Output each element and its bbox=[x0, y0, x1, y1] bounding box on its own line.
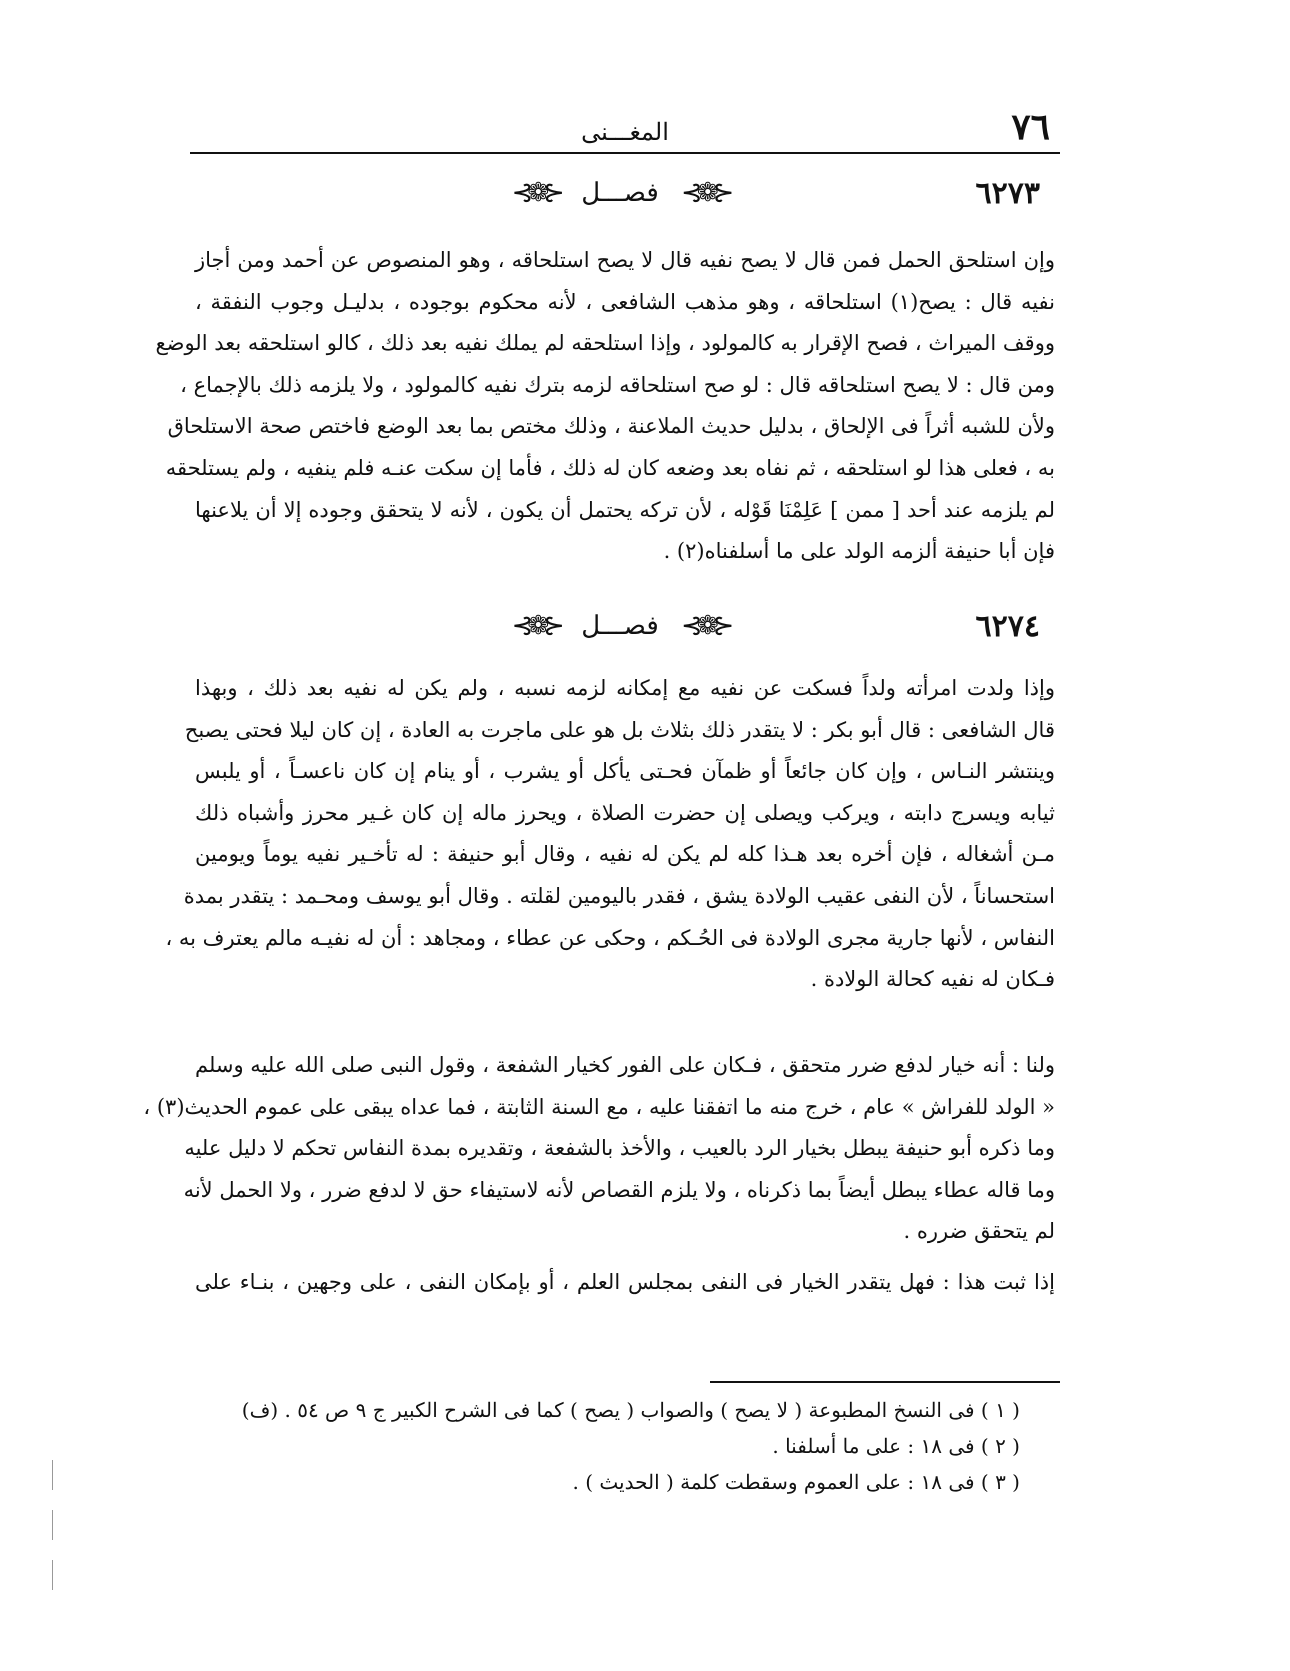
scan-margin-mark bbox=[52, 1460, 53, 1490]
text-line: وما قاله عطاء يبطل أيضاً بما ذكرناه ، ولا يلزم القصاص لأنه لاستيفاء حق لا لدفع ضرر ، ولا الحمل لأنه bbox=[183, 1177, 1055, 1202]
ornament-icon: ⊰❁⊱ bbox=[681, 178, 729, 208]
text-line: فإن أبا حنيفة ألزمه الولد على ما أسلفناه(٢) . bbox=[663, 539, 1055, 564]
footnote: ( ٣ ) فى ١٨ : على العموم وسقطت كلمة ( الحديث ) . bbox=[572, 1470, 1020, 1494]
paragraph bbox=[195, 1262, 1055, 1304]
text-line: نفيه قال : يصح(١) استلحاقه ، وهو مذهب الشافعى ، لأنه محكوم بوجوده ، بدليـل وجوب النفقة ، bbox=[195, 289, 1056, 314]
text-line: لم يتحقق ضرره . bbox=[903, 1219, 1055, 1244]
text-line: قال الشافعى : قال أبو بكر : لا يتقدر ذلك بثلاث بل هو على ماجرت به العادة ، إن كان ليلا فحتى يصبح bbox=[184, 717, 1055, 742]
text-line: النفاس ، لأنها جارية مجرى الولادة فى الحُـكم ، وحكى عن عطاء ، ومجاهد : أن له نفيـه مالم يعترف به ، bbox=[165, 925, 1055, 950]
paragraph bbox=[155, 240, 1056, 573]
section-title: فصـــل bbox=[581, 178, 659, 208]
text-line: إذا ثبت هذا : فهل يتقدر الخيار فى النفى بمجلس العلم ، أو بإمكان النفى ، على وجهين ، بنـاء على bbox=[195, 1270, 1055, 1294]
scan-margin-mark bbox=[52, 1560, 53, 1590]
text-line: به ، فعلى هذا لو استلحقه ، ثم نفاه بعد وضعه كان له ذلك ، فأما إن سكت عنـه فلم ينفيه ، ولم يستلحقه bbox=[165, 455, 1055, 480]
text-line: لم يلزمه عند أحد [ ممن ] عَلِمْنَا قَوْله ، لأن تركه يحتمل أن يكون ، لأنه لا يتحقق وجوده إلا أن يلاعنها bbox=[195, 497, 1055, 522]
scan-margin-mark bbox=[52, 1510, 53, 1540]
paragraph bbox=[143, 1045, 1055, 1253]
footnote-divider bbox=[710, 1381, 1060, 1383]
section-number: ٦٢٧٣ bbox=[975, 176, 1040, 211]
text-line: ووقف الميراث ، فصح الإقرار به كالمولود ، وإذا استلحقه لم يملك نفيه بعد ذلك ، كالو استلحقه بعد الوضع bbox=[155, 331, 1055, 356]
ornament-icon: ⊰❁⊱ bbox=[511, 178, 559, 208]
ornament-icon: ⊰❁⊱ bbox=[681, 611, 729, 641]
text-line: ولنا : أنه خيار لدفع ضرر متحقق ، فـكان على الفور كخيار الشفعة ، وقول النبى صلى الله عليه وسلم bbox=[194, 1053, 1055, 1077]
text-line: فـكان له نفيه كحالة الولادة . bbox=[810, 967, 1055, 992]
page-number: ٧٦ bbox=[1011, 106, 1050, 148]
text-line: وما ذكره أبو حنيفة يبطل بخيار الرد بالعيب ، والأخذ بالشفعة ، وتقديره بمدة النفاس تحكم لا دليل عليه bbox=[184, 1136, 1055, 1161]
footnotes bbox=[200, 1392, 1020, 1500]
text-line: استحساناً ، لأن النفى عقيب الولادة يشق ، فقدر باليومين لقلته . وقال أبو يوسف ومحـمد : يتقدر بمدة bbox=[183, 883, 1055, 908]
section-heading-6273 bbox=[190, 172, 1050, 222]
text-line: وإذا ولدت امرأته ولداً فسكت عن نفيه مع إمكانه لزمه نسبه ، ولم يكن له نفيه بعد ذلك ، وبهذا bbox=[195, 676, 1055, 700]
ornament-icon: ⊰❁⊱ bbox=[511, 611, 559, 641]
text-line: وإن استلحق الحمل فمن قال لا يصح نفيه قال لا يصح استلحاقه ، وهو المنصوص عن أحمد ومن أجاز bbox=[195, 248, 1055, 272]
section-title: فصـــل bbox=[581, 611, 659, 641]
text-line: ولأن للشبه أثراً فى الإلحاق ، بدليل حديث الملاعنة ، وذلك مختص بما بعد الوضع فاختص صحة الاستلحاق bbox=[167, 414, 1055, 439]
text-line: ومن قال : لا يصح استلحاقه قال : لو صح استلحاقه لزمه بترك نفيه كالمولود ، ولا يلزمه ذلك بالإجماع ، bbox=[180, 372, 1055, 397]
footnote: ( ١ ) فى النسخ المطبوعة ( لا يصح ) والصواب ( يصح ) كما فى الشرح الكبير ج ٩ ص ٥٤ . (ف) bbox=[241, 1398, 1020, 1422]
running-title: المغـــنى bbox=[581, 118, 669, 146]
text-line: مـن أشغاله ، فإن أخره بعد هـذا كله لم يكن له نفيه ، وقال أبو حنيفة : له تأخـير نفيه يوماً ويومين bbox=[195, 842, 1055, 867]
section-number: ٦٢٧٤ bbox=[975, 609, 1040, 644]
text-line: « الولد للفراش » عام ، خرج منه ما اتفقنا عليه ، مع السنة الثابتة ، فما عداه يبقى على عموم الحديث(٣) ، bbox=[143, 1094, 1055, 1119]
footnote: ( ٢ ) فى ١٨ : على ما أسلفنا . bbox=[772, 1434, 1020, 1458]
section-heading-6274 bbox=[190, 605, 1050, 655]
page-header bbox=[190, 108, 1060, 154]
text-line: ثيابه ويسرج دابته ، ويركب ويصلى إن حضرت الصلاة ، ويحرز ماله إن كان غـير محرز وأشباه ذلك bbox=[195, 800, 1055, 825]
text-line: وينتشر النـاس ، وإن كان جائعاً أو ظمآن فحـتى يأكل أو يشرب ، أو ينام إن كان ناعسـاً ، أو يلبس bbox=[195, 759, 1055, 784]
paragraph bbox=[165, 668, 1055, 1001]
